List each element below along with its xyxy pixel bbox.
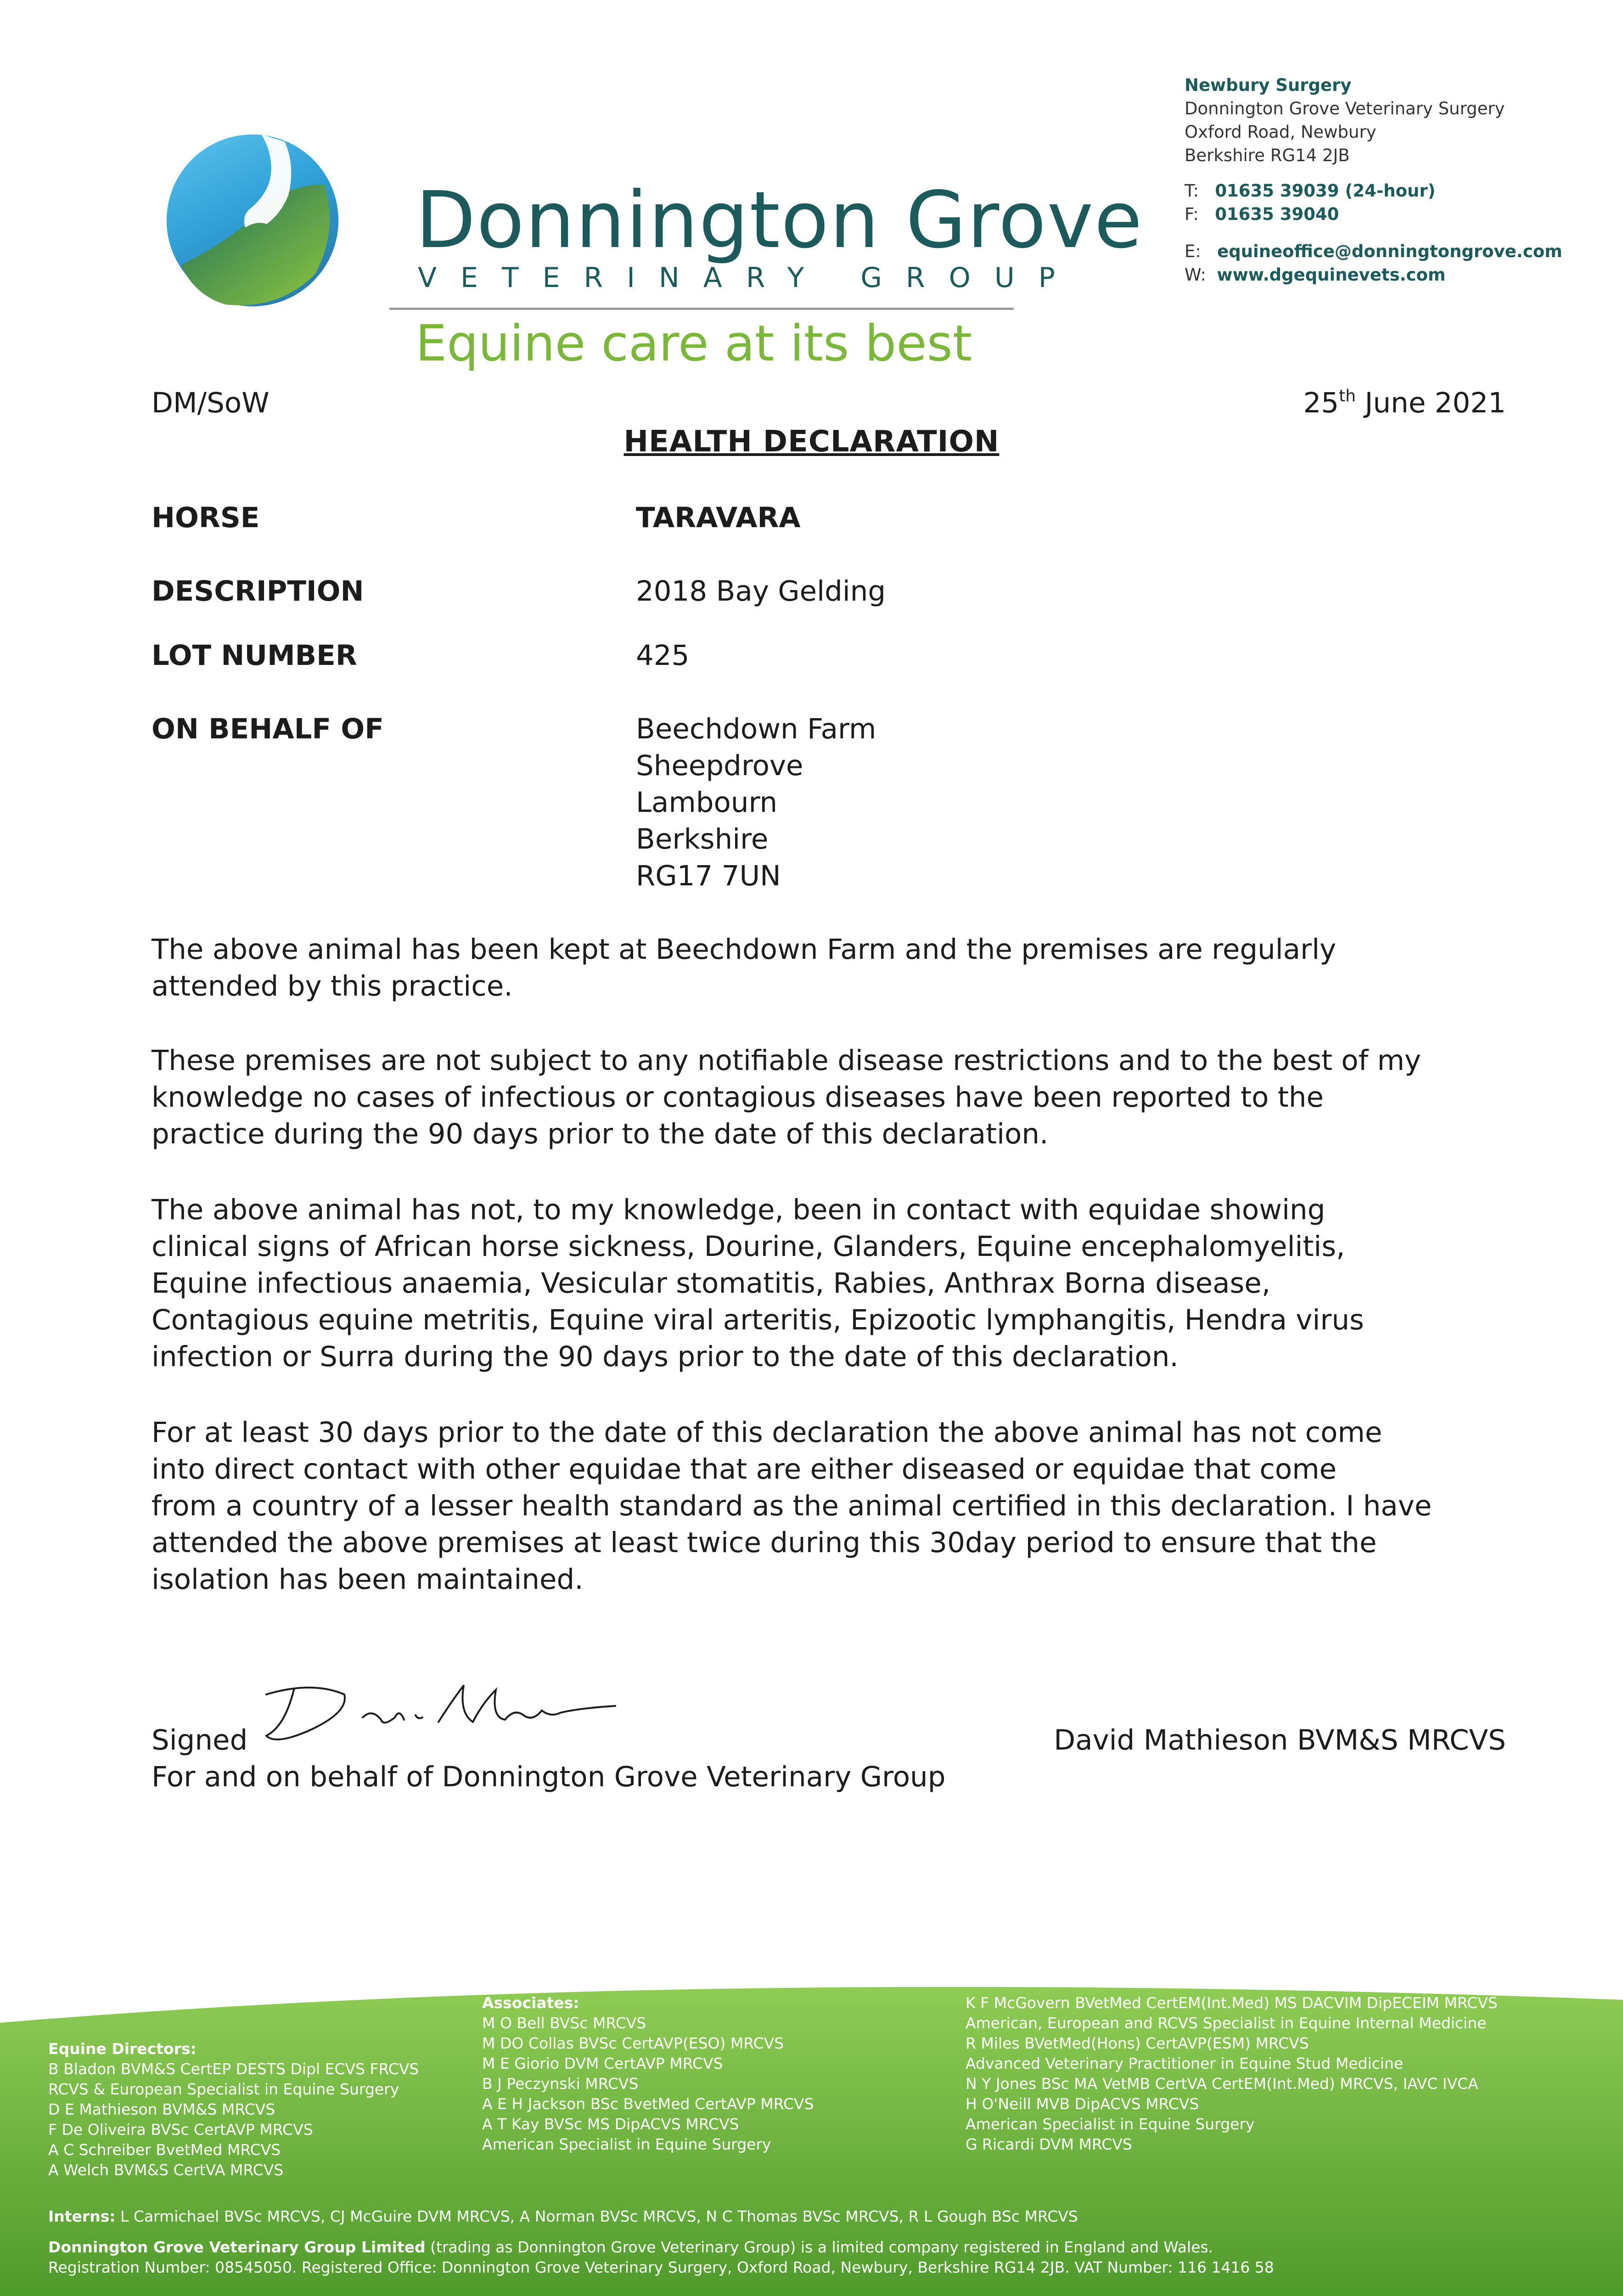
address-line: RG17 7UN [636, 860, 781, 892]
lot-number-value: 425 [636, 639, 690, 672]
description-value: 2018 Bay Gelding [636, 575, 886, 608]
reference: DM/SoW [152, 387, 270, 419]
description-label: DESCRIPTION [152, 575, 364, 608]
on-behalf-of-label: ON BEHALF OF [152, 713, 384, 745]
lot-number-label: LOT NUMBER [152, 639, 357, 672]
contact-block [1185, 179, 1598, 287]
brand-subtitle: VETERINARY GROUP [418, 262, 1079, 294]
email-row: E: equineoffice@donningtongrove.com [1185, 242, 1562, 261]
address-line: Berkshire [636, 823, 769, 855]
paragraph-restrictions: These premises are not subject to any notifiable disease restrictions and to the best of my knowledge no cases of infectious or contagious diseases have been reported to the practice during the 90 days prior to the date of this declaration. [152, 1044, 1421, 1150]
paragraph-contact-diseases: The above animal has not, to my knowledge, been in contact with equidae showing clinical signs of African horse sickness, Dourine, Glanders, Equine encephalomyelitis, Equine infectious anaemia, Vesicular stomatitis, Rabies, Anthrax Borna disease, Contagious equine metritis, Equine viral arteritis, Epizootic lymphangitis, Hendra virus infection or Surra during the 90 days prior to the date of this declaration. [152, 1193, 1364, 1373]
telephone-number: 01635 39039 (24-hour) [1215, 181, 1436, 201]
document-date: 25th June 2021 [1303, 387, 1506, 419]
brand-name: Donnington Grove [416, 175, 1143, 266]
horse-name: TARAVARA [636, 501, 801, 534]
telephone-row: T: 01635 39039 (24-hour) [1185, 181, 1436, 201]
address-line: Sheepdrove [636, 749, 803, 782]
fax-number: 01635 39040 [1215, 204, 1339, 224]
document-title: HEALTH DECLARATION [623, 425, 1000, 459]
address-line: Oxford Road, Newbury [1185, 122, 1376, 142]
on-behalf-of-address [636, 711, 876, 895]
surgery-name: Newbury Surgery [1185, 75, 1352, 95]
directors-list: Equine Directors: B Bladon BVM&S CertEP DESTS Dipl ECVS FRCVS RCVS & European Specialist in Equine Surgery D E Mathieson BVM&S MRCVS F De Oliveira BVSc CertAVP MRCVS A C Schreiber BvetMed MRCVS A Welch BVM&S CertVA MRCVS [48, 2040, 419, 2179]
address-line: Berkshire RG14 2JB [1185, 146, 1350, 165]
website-link[interactable]: www.dgequinevets.com [1217, 265, 1446, 285]
web-row: W: www.dgequinevets.com [1185, 265, 1446, 285]
address-line: Beechdown Farm [636, 713, 876, 745]
company-line: Donnington Grove Veterinary Group Limited (trading as Donnington Grove Veterinary Group) is a limited company registered in England and Wales. [48, 2238, 1213, 2256]
signature [257, 1676, 624, 1754]
interns-line: Interns: L Carmichael BVSc MRCVS, CJ McGuire DVM MRCVS, A Norman BVSc MRCVS, N C Thomas BVSc MRCVS, R L Gough BSc MRCVS [48, 2207, 1078, 2225]
address-line: Lambourn [636, 786, 778, 819]
signer-name: David Mathieson BVM&S MRCVS [1054, 1724, 1506, 1756]
paragraph-isolation: For at least 30 days prior to the date of this declaration the above animal has not come into direct contact with other equidae that are either diseased or equidae that come from a country of a lesser health standard as the animal certified in this declaration. I have attended the above premises at least twice during this 30day period to ensure that the isolation has been maintained. [152, 1416, 1432, 1596]
fax-row: F: 01635 39040 [1185, 204, 1339, 224]
brand-divider [389, 308, 1014, 310]
tagline: Equine care at its best [416, 315, 972, 372]
registration-line: Registration Number: 08545050. Registered Office: Donnington Grove Veterinary Surgery, Oxford Road, Newbury, Berkshire RG14 2JB. VAT Number: 116 1416 58 [48, 2258, 1274, 2276]
paragraph-kept-at: The above animal has been kept at Beechdown Farm and the premises are regularly attended by this practice. [152, 933, 1337, 1002]
associates-list-continued: K F McGovern BVetMed CertEM(Int.Med) MS DACVIM DipECEIM MRCVS American, European and RCVS Specialist in Equine Internal Medicine R Miles BVetMed(Hons) CertAVP(ESM) MRCVS Advanced Veterinary Practitioner in Equine Stud Medicine N Y Jones BSc MA VetMB CertVA CertEM(Int.Med) MRCVS, IAVC IVCA H O'Neill MVB DipACVS MRCVS American Specialist in Equine Surgery G Ricardi DVM MRCVS [966, 1994, 1498, 2153]
horse-label: HORSE [152, 501, 260, 534]
signed-label: Signed [152, 1724, 248, 1756]
signature-stroke [266, 1685, 615, 1739]
email-link[interactable]: equineoffice@donningtongrove.com [1217, 242, 1562, 261]
surgery-address [1185, 73, 1598, 167]
address-line: Donnington Grove Veterinary Surgery [1185, 99, 1505, 118]
on-behalf-statement: For and on behalf of Donnington Grove Veterinary Group [152, 1761, 946, 1793]
logo-mark [163, 131, 342, 310]
associates-list: Associates: M O Bell BVSc MRCVS M DO Collas BVSc CertAVP(ESO) MRCVS M E Giorio DVM CertAVP MRCVS B J Peczynski MRCVS A E H Jackson BSc BvetMed CertAVP MRCVS A T Kay BVSc MS DipACVS MRCVS American Specialist in Equine Surgery [482, 1994, 814, 2153]
